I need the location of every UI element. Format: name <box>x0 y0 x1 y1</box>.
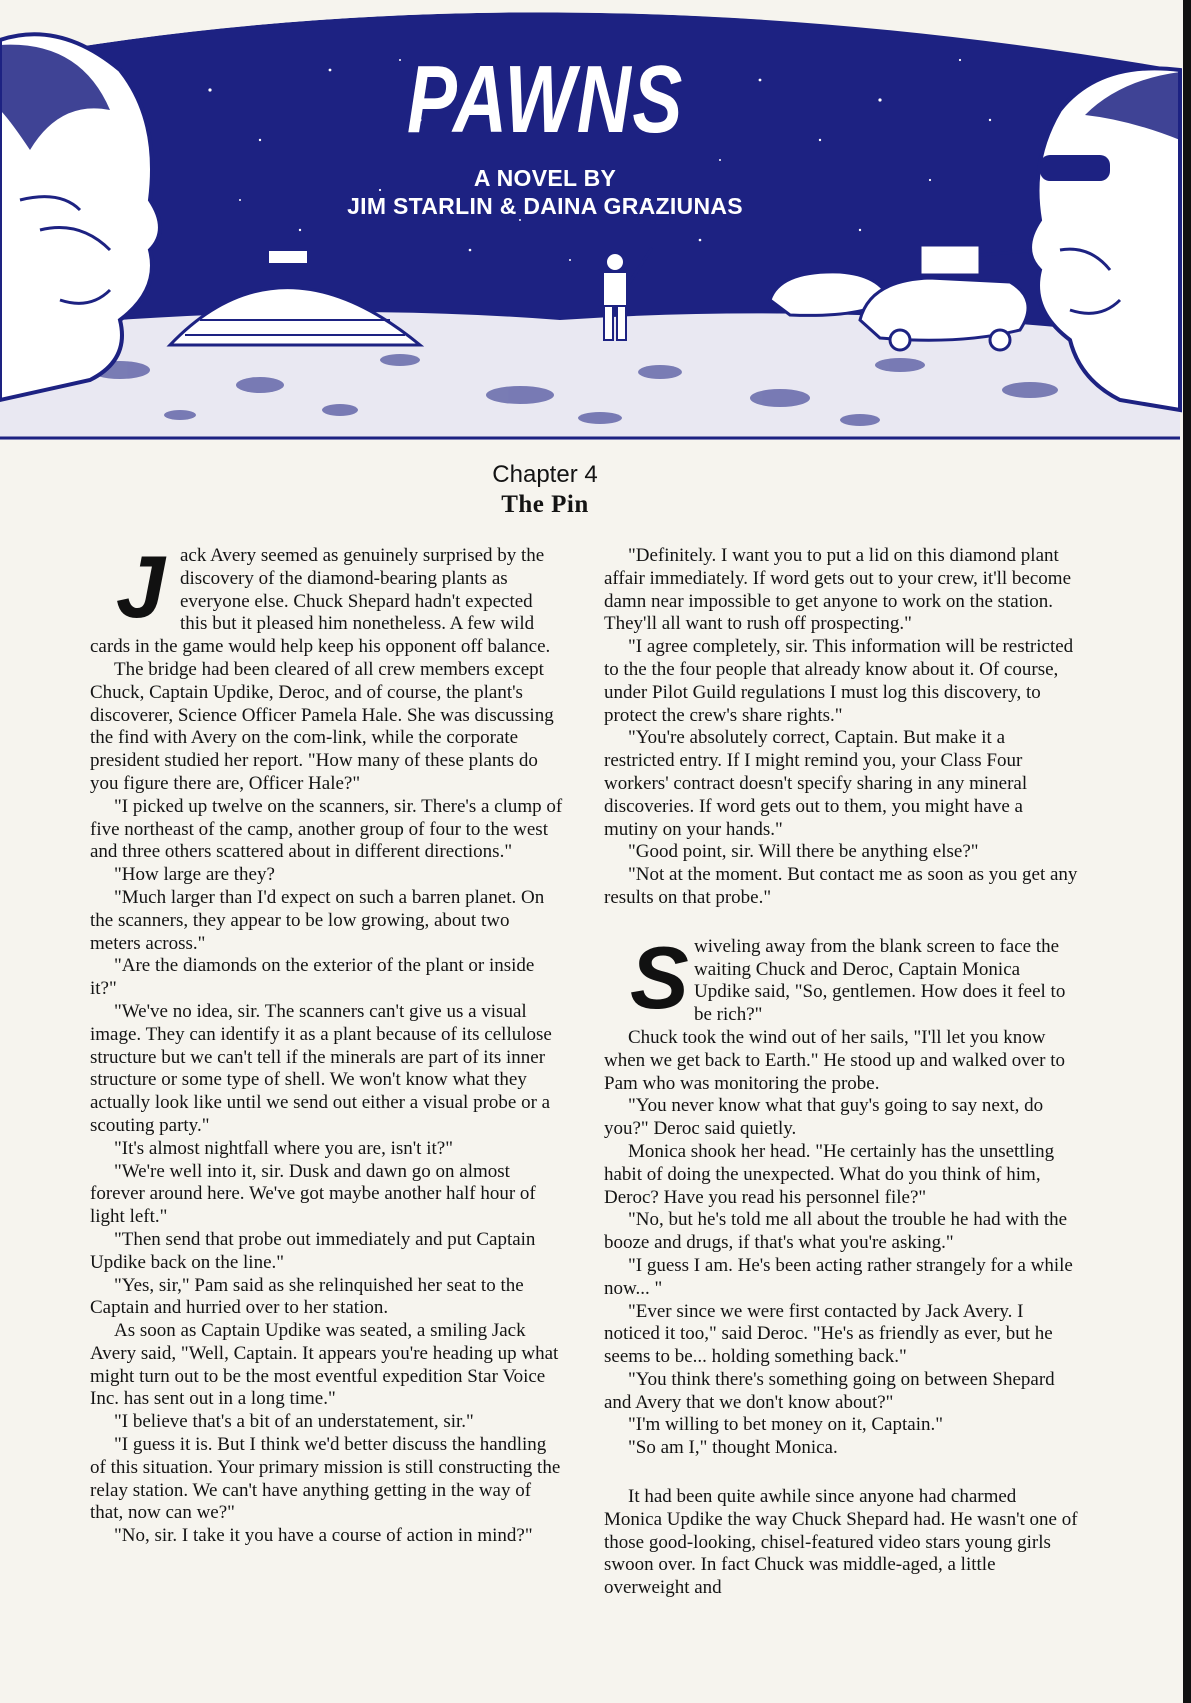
paragraph: "It's almost nightfall where you are, isn't it?" <box>114 1137 453 1159</box>
paragraph: "We're well into it, sir. Dusk and dawn go on almost forever around here. We've got maybe another half hour of light left." <box>90 1160 536 1228</box>
right-text-column <box>604 545 1078 1600</box>
paragraph: "Are the diamonds on the exterior of the plant or inside it?" <box>90 955 535 1000</box>
paragraph: "How large are they? <box>114 864 275 886</box>
left-text-column <box>90 537 564 1548</box>
paragraph: "I agree completely, sir. This information will be restricted to the the four people that already know about it. Of course, under Pilot Guild regulations I must log this discovery, to protect the crew's share rights." <box>604 636 1074 726</box>
paragraph: "I believe that's a bit of an understatement, sir." <box>114 1411 474 1433</box>
paragraph: "Much larger than I'd expect on such a barren planet. On the scanners, they appear to be low growing, about two meters across." <box>90 886 545 954</box>
paragraph: As soon as Captain Updike was seated, a smiling Jack Avery said, "Well, Captain. It appears you're heading up what might turn out to be the most eventful expedition Star Voice Inc. has sent out in a long time." <box>90 1320 559 1410</box>
section-opening-paragraph <box>604 927 1078 1027</box>
drop-cap-s: S <box>630 927 689 1027</box>
paragraph: "I guess it is. But I think we'd better discuss the handling of this situation. Your primary mission is still constructing the relay station. We can't have anything getting in the way of that, now can we?" <box>90 1434 561 1524</box>
paragraph: "No, sir. I take it you have a course of action in mind?" <box>114 1525 533 1547</box>
chapter-number: Chapter 4 <box>492 461 598 488</box>
paragraph: "So am I," thought Monica. <box>628 1437 838 1459</box>
paragraph: "We've no idea, sir. The scanners can't give us a visual image. They can identify it as a plant because of its cellulose structure but we can't tell if the minerals are part of its inner structure or some type of shell. We won't know what they actually look like until we send out either a visual probe or a scouting party." <box>90 1000 552 1136</box>
byline-line-1: A NOVEL BY <box>473 165 617 191</box>
paragraph: The bridge had been cleared of all crew members except Chuck, Captain Updike, Deroc, and of course, the plant's discoverer, Science Officer Pamela Hale. She was discussing the find with Avery on the com-link, while the corporate president studied her report. "How many of these plants do you figure there are, Officer Hale?" <box>90 658 554 794</box>
paragraph: "You think there's something going on between Shepard and Avery that we don't know about?" <box>604 1368 1055 1413</box>
banner-title-block <box>0 46 1090 220</box>
paragraph: "Then send that probe out immediately and put Captain Updike back on the line." <box>90 1228 536 1273</box>
paragraph-text: ack Avery seemed as genuinely surprised by the discovery of the diamond-bearing plants as everyone else. Chuck Shepard hadn't expected this but it pleased him nonetheless. A few wild cards in the game would help keep his opponent off balance. <box>90 545 551 658</box>
opening-paragraph <box>90 537 564 659</box>
page-edge <box>1183 0 1191 1703</box>
paragraph: "I'm willing to bet money on it, Captain." <box>628 1414 943 1436</box>
paragraph-text: wiveling away from the blank screen to face the waiting Chuck and Deroc, Captain Monica Updike said, "So, gentlemen. How does it feel to be rich?" <box>694 935 1066 1026</box>
paragraph: "No, but he's told me all about the trouble he had with the booze and drugs, if that's what you're asking." <box>604 1209 1068 1254</box>
drop-cap-j: J <box>116 537 165 636</box>
paragraph: "Yes, sir," Pam said as she relinquished her seat to the Captain and hurried over to her station. <box>90 1274 524 1319</box>
paragraph: It had been quite awhile since anyone had charmed Monica Updike the way Chuck Shepard had. He wasn't one of those good-looking, chisel-featured video stars young girls swoon over. In fact Chuck was middle-aged, a little overweight and <box>604 1486 1078 1599</box>
byline-authors: JIM STARLIN & DAINA GRAZIUNAS <box>347 193 743 219</box>
paragraph: "Definitely. I want you to put a lid on this diamond plant affair immediately. If word gets out to your crew, it'll become damn near impossible to get anyone to work on the station. They'll all want to rush off prospecting." <box>604 545 1072 635</box>
paragraph: Chuck took the wind out of her sails, "I'll let you know when we get back to Earth." He stood up and walked over to Pam who was monitoring the probe. <box>604 1026 1065 1094</box>
paragraph: "Not at the moment. But contact me as soon as you get any results on that probe." <box>604 864 1078 908</box>
paragraph: Monica shook her head. "He certainly has the unsettling habit of doing the unexpected. What do you think of him, Deroc? Have you read his personnel file?" <box>604 1140 1055 1208</box>
paragraph: "I picked up twelve on the scanners, sir. There's a clump of five northeast of the camp, another group of four to the west and three others scattered about in different directions." <box>90 795 563 863</box>
novel-title: PAWNS <box>406 46 684 153</box>
paragraph: "Good point, sir. Will there be anything else?" <box>628 841 979 863</box>
chapter-title: The Pin <box>501 491 589 518</box>
paragraph: "You never know what that guy's going to say next, do you?" Deroc said quietly. <box>604 1095 1044 1140</box>
paragraph: "Ever since we were first contacted by Jack Avery. I noticed it too," said Deroc. "He's as friendly as ever, but he seems to be... holding something back." <box>604 1300 1053 1368</box>
paragraph: "You're absolutely correct, Captain. But make it a restricted entry. If I might remind you, your Class Four workers' contract doesn't specify sharing in any mineral discoveries. If word gets out to them, you might have a mutiny on your hands." <box>604 727 1028 840</box>
paragraph: "I guess I am. He's been acting rather strangely for a while now... " <box>604 1254 1073 1299</box>
